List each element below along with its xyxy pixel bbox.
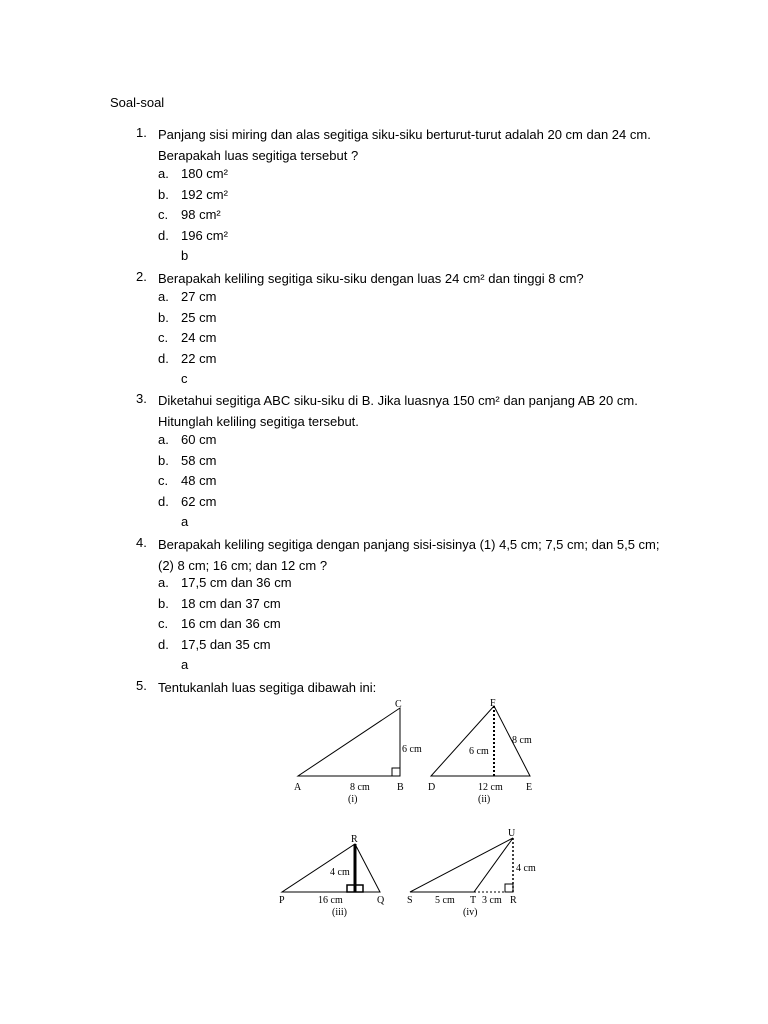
right-angle-mark	[505, 884, 513, 892]
vertex-label: A	[294, 782, 302, 793]
option-label: b.	[158, 453, 169, 468]
option-text: 17,5 cm dan 36 cm	[181, 575, 292, 590]
figure-caption: (ii)	[478, 794, 491, 805]
triangle-abc	[298, 708, 400, 776]
segment-label: 3 cm	[482, 895, 502, 906]
option-text: 27 cm	[181, 289, 217, 304]
answer-key: a	[181, 514, 189, 529]
vertex-label: P	[279, 895, 285, 906]
figure-caption: (iv)	[463, 907, 478, 918]
figure-caption: (i)	[348, 794, 358, 805]
triangle-stu	[410, 838, 513, 892]
question-number: 2.	[136, 269, 147, 284]
triangle-figures	[280, 696, 560, 921]
vertex-label: B	[397, 782, 404, 793]
vertex-label: E	[526, 782, 533, 793]
option-label: c.	[158, 473, 169, 488]
height-label: 6 cm	[469, 746, 489, 757]
option-text: 16 cm dan 36 cm	[181, 616, 281, 631]
option-text: 98 cm²	[181, 207, 221, 222]
option-label: d.	[158, 351, 169, 366]
vertex-label: R	[510, 895, 517, 906]
option-text: 24 cm	[181, 330, 217, 345]
vertex-label: T	[470, 895, 477, 906]
answer-key: c	[181, 371, 188, 386]
figure-caption: (iii)	[332, 907, 347, 918]
option-text: 48 cm	[181, 473, 217, 488]
option-label: a.	[158, 575, 169, 590]
question-number: 5.	[136, 678, 147, 693]
figure-2	[428, 698, 532, 805]
option-text: 192 cm²	[181, 187, 228, 202]
base-label: 12 cm	[478, 782, 503, 793]
answer-key: a	[181, 657, 189, 672]
question-number: 3.	[136, 391, 147, 406]
base-label: 5 cm	[435, 895, 455, 906]
option-text: 18 cm dan 37 cm	[181, 596, 281, 611]
figure-3	[279, 834, 385, 918]
side-label: 8 cm	[512, 735, 532, 746]
question-text: Panjang sisi miring dan alas segitiga siku-siku berturut-turut adalah 20 cm dan 24 cm. Berapakah luas segitiga tersebut ?	[158, 127, 651, 163]
option-text: 25 cm	[181, 310, 217, 325]
question-number: 1.	[136, 125, 147, 140]
vertex-label: S	[407, 895, 413, 906]
option-label: c.	[158, 207, 169, 222]
option-text: 180 cm²	[181, 166, 228, 181]
option-label: c.	[158, 330, 169, 345]
option-text: 196 cm²	[181, 228, 228, 243]
question-text: Tentukanlah luas segitiga dibawah ini:	[158, 680, 377, 695]
option-label: d.	[158, 228, 169, 243]
option-label: b.	[158, 310, 169, 325]
base-label: 16 cm	[318, 895, 343, 906]
option-label: a.	[158, 289, 169, 304]
option-text: 58 cm	[181, 453, 217, 468]
question-text: Diketahui segitiga ABC siku-siku di B. Jika luasnya 150 cm² dan panjang AB 20 cm. Hitunglah keliling segitiga tersebut.	[158, 393, 638, 429]
option-label: a.	[158, 166, 169, 181]
option-label: b.	[158, 596, 169, 611]
option-label: d.	[158, 637, 169, 652]
question-text: Berapakah keliling segitiga siku-siku dengan luas 24 cm² dan tinggi 8 cm?	[158, 271, 584, 286]
vertex-label: F	[490, 698, 496, 709]
height-label: 4 cm	[516, 863, 536, 874]
vertex-label: D	[428, 782, 436, 793]
question-number: 4.	[136, 535, 147, 550]
height-label: 4 cm	[330, 867, 350, 878]
option-text: 22 cm	[181, 351, 217, 366]
option-label: d.	[158, 494, 169, 509]
figure-4	[407, 828, 536, 918]
option-text: 60 cm	[181, 432, 217, 447]
figure-1	[294, 699, 422, 805]
height-label: 6 cm	[402, 744, 422, 755]
option-text: 62 cm	[181, 494, 217, 509]
vertex-label: Q	[377, 895, 385, 906]
answer-key: b	[181, 248, 189, 263]
vertex-label: R	[351, 834, 358, 845]
option-label: a.	[158, 432, 169, 447]
question-text: Berapakah keliling segitiga dengan panjang sisi-sisinya (1) 4,5 cm; 7,5 cm; dan 5,5 cm; (2) 8 cm; 16 cm; dan 12 cm ?	[158, 537, 660, 573]
option-text: 17,5 dan 35 cm	[181, 637, 271, 652]
option-label: c.	[158, 616, 169, 631]
option-label: b.	[158, 187, 169, 202]
base-label: 8 cm	[350, 782, 370, 793]
vertex-label: U	[508, 828, 516, 839]
vertex-label: C	[395, 699, 402, 710]
right-angle-mark	[392, 768, 400, 776]
document-title: Soal-soal	[110, 95, 165, 110]
